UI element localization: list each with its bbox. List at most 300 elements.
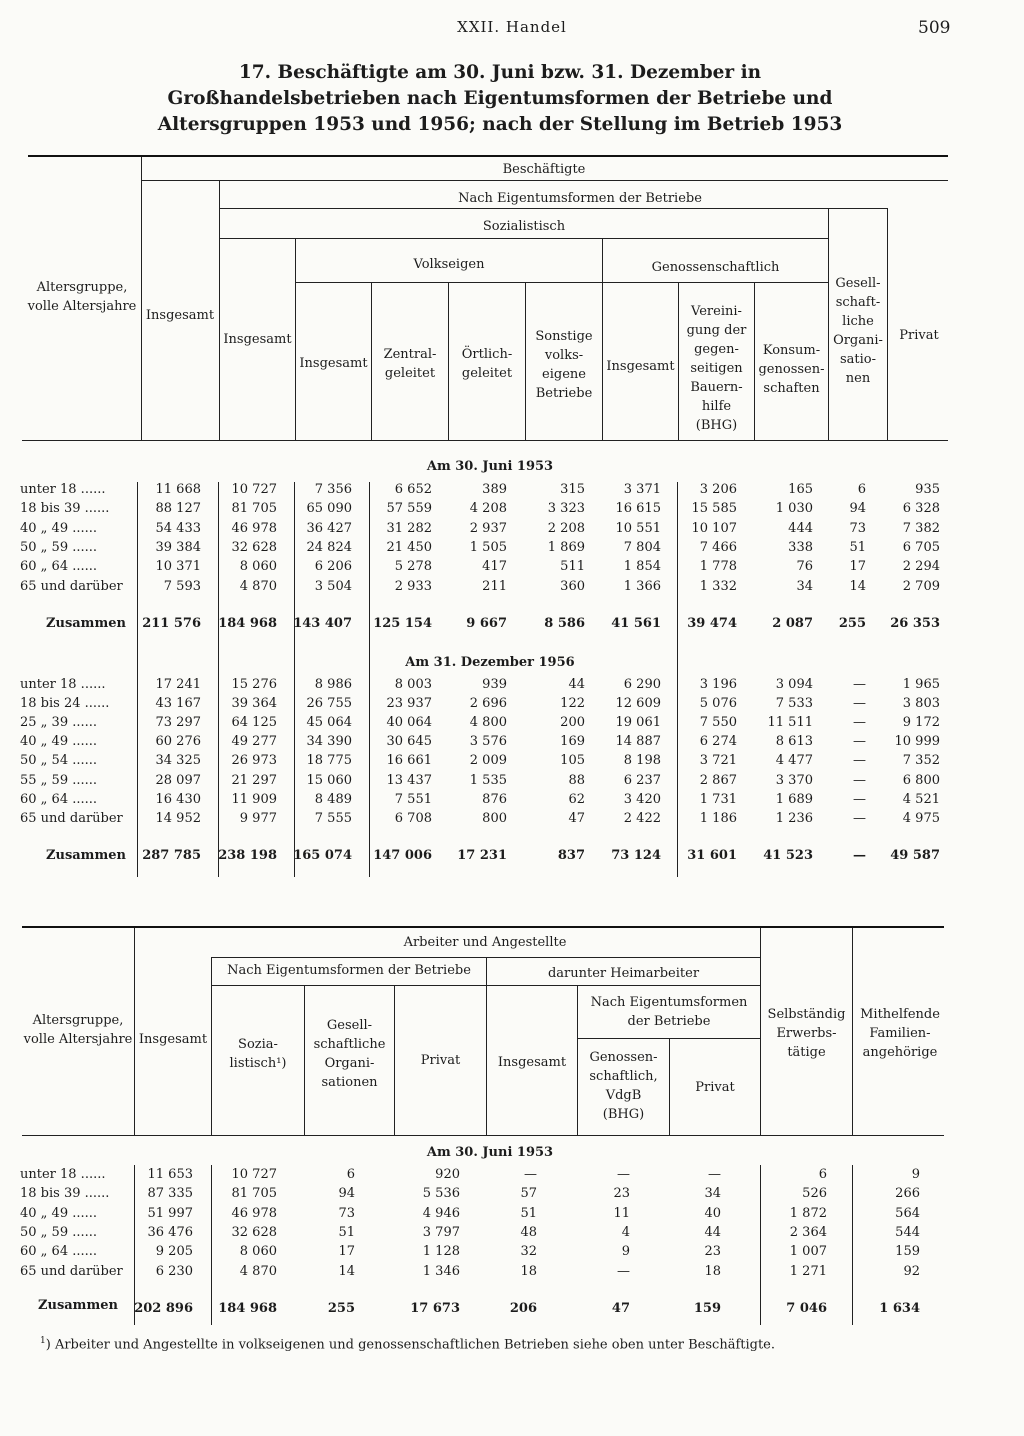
total-cell: 26 353 [890,616,940,631]
table-cell: 47 [568,810,585,826]
table-cell: — [853,772,866,788]
table-cell: 15 585 [691,501,737,517]
total-cell: 2 087 [772,616,813,631]
table-cell: 2 422 [623,810,661,826]
mithelfende-header: Mithelfende Familien- angehörige [860,1007,940,1060]
table-cell: 7 352 [902,753,940,769]
table-cell: 16 661 [386,753,432,769]
table-cell: 81 705 [231,1186,277,1202]
heim-eigentumsformen-header: Nach Eigentumsformen der Betriebe [590,995,748,1029]
table-cell: 48 [520,1224,537,1240]
table-cell: 1 872 [789,1205,827,1221]
table-cell: 40 [704,1205,721,1221]
table-cell: 34 390 [306,734,352,750]
table-cell: 40 064 [386,715,432,731]
section-title: Am 30. Juni 1953 [426,459,554,474]
table-cell: 14 [849,578,866,594]
zentral-header: Zentral- geleitet [383,347,437,381]
table-cell: — [708,1167,721,1182]
table-cell: — [617,1263,630,1279]
table-cell: — [853,734,866,750]
section-title: Am 31. Dezember 1956 [405,655,575,670]
table-cell: 6 274 [699,734,737,750]
table-cell: 16 430 [155,791,201,807]
row-label: unter 18 ...... [20,1167,106,1182]
table-cell: 6 206 [314,559,352,575]
eigentumsformen-header: Nach Eigentumsformen der Betriebe [227,963,471,978]
table-cell: 21 297 [231,772,277,788]
table-cell: 6 290 [623,677,661,692]
table-cell: 3 504 [314,578,352,594]
table-cell: 36 476 [147,1224,193,1240]
table-cell: 18 [520,1263,537,1279]
total-label: Zusammen [46,616,126,631]
age-group-header: Altersgruppe, volle Altersjahre [27,280,137,314]
table-cell: 6 800 [902,772,940,788]
rule [296,282,828,283]
total-label: Zusammen [46,848,126,863]
table-cell: 122 [560,696,585,712]
rule [887,208,888,440]
rule [220,208,888,209]
row-label: 18 bis 39 ...... [20,501,110,517]
table-cell: 18 775 [306,753,352,769]
table-cell: 76 [796,559,813,575]
table-cell: 94 [338,1186,355,1202]
table-cell: 51 [338,1224,355,1240]
row-label: 40 „ 49 ...... [20,520,98,536]
total-cell: 41 561 [611,616,661,631]
table-cell: 6 328 [902,501,940,517]
table-cell: 7 356 [314,482,352,497]
row-label: 25 „ 39 ...... [20,715,98,731]
table-cell: 159 [895,1244,920,1260]
heimarbeiter-header: darunter Heimarbeiter [547,966,700,981]
table-cell: 3 420 [623,791,661,807]
table-cell: 9 [911,1167,920,1182]
table-cell: 34 325 [155,753,201,769]
table-cell: 51 [520,1205,537,1221]
table-cell: 24 824 [306,539,352,555]
table-cell: 92 [903,1263,920,1279]
table-cell: 7 550 [699,715,737,731]
footnote-text: ) Arbeiter und Angestellte in volkseigenen und genossenschaftlichen Betrieben siehe oben unter Beschäftigte. [45,1337,776,1353]
table-cell: 9 205 [155,1244,193,1260]
table-cell: 34 [704,1186,721,1202]
privat-header: Privat [420,1053,461,1068]
table-cell: 13 437 [386,772,432,788]
table-cell: 1 869 [547,539,585,555]
table-cell: 6 652 [394,482,432,497]
total-cell: 159 [693,1301,721,1316]
table-cell: 4 208 [469,501,507,517]
table-cell: 1 236 [775,810,813,826]
table-cell: — [853,810,866,826]
table-cell: 3 371 [623,482,661,497]
table-cell: 9 [621,1244,630,1260]
table-cell: 2 009 [469,753,507,769]
table-title: 17. Beschäftigte am 30. Juni bzw. 31. Dezember in Großhandelsbetrieben nach Eigentumsformen der Betriebe und Altersgruppen 1953 und 1956; nach der Stellung im Betrieb 1953 [157,62,843,135]
row-label: 65 und darüber [20,810,123,826]
table-cell: 8 489 [314,791,352,807]
table-cell: 64 125 [231,715,277,731]
total-cell: 125 154 [373,616,432,631]
rule [219,181,220,440]
table-cell: 2 208 [547,520,585,536]
table-cell: 4 946 [422,1205,460,1221]
table-cell: 65 090 [306,501,352,517]
table-cell: 32 628 [231,1224,277,1240]
total-cell: 255 [327,1301,355,1316]
total-cell: 202 896 [134,1301,193,1316]
total-cell: 1 634 [879,1301,920,1316]
table-cell: 18 [704,1263,721,1279]
row-label: 40 „ 49 ...... [20,734,98,750]
table-cell: 7 466 [699,539,737,555]
table-cell: 51 [849,539,866,555]
table-cell: 169 [560,734,585,750]
total-cell: 47 [611,1301,630,1316]
table-cell: 28 097 [155,772,201,788]
table-cell: 94 [849,501,866,517]
table-cell: 30 645 [386,734,432,750]
table-cell: 87 335 [147,1186,193,1202]
table-cell: 10 999 [894,734,940,750]
total-cell: 184 968 [218,1301,277,1316]
table-cell: 3 323 [547,501,585,517]
footnote [40,1336,775,1352]
rule [486,957,487,1135]
age-group-header: Altersgruppe, volle Altersjahre [23,1013,133,1047]
table-cell: 32 [520,1244,537,1260]
table-cell: 7 533 [775,696,813,712]
row-label: 50 „ 59 ...... [20,539,98,555]
table-cell: 8 003 [394,677,432,692]
table-cell: 21 450 [386,539,432,555]
volkseigen-insgesamt-header: Insgesamt [299,356,368,371]
table-cell: 1 854 [623,559,661,575]
total-cell: 17 673 [410,1301,460,1316]
running-header: XXII. Handel [457,18,567,36]
table-cell: 1 778 [699,559,737,575]
arbeiter-header: Arbeiter und Angestellte [403,935,567,950]
table-cell: 266 [895,1186,920,1202]
table-cell: 8 060 [239,1244,277,1260]
table-cell: 5 076 [699,696,737,712]
table-cell: 564 [895,1205,920,1221]
bhg-header: Vereini- gung der gegen- seitigen Bauern- hilfe (BHG) [686,304,747,433]
row-label: 65 und darüber [20,1263,123,1279]
table-cell: 5 536 [422,1186,460,1202]
table-cell: 6 [346,1167,355,1182]
total-label: Zusammen [38,1298,118,1313]
table-cell: 57 [520,1186,537,1202]
genoss-insgesamt-header: Insgesamt [606,359,675,374]
table-cell: — [853,677,866,692]
beschaeftigte-header: Beschäftigte [502,162,586,177]
table-cell: 417 [482,559,507,575]
genossenschaftlich-header: Genossenschaftlich [651,260,780,275]
table-cell: 7 593 [163,578,201,594]
rule [22,440,948,441]
konsum-header: Konsum- genossen- schaften [758,343,825,396]
table-cell: 211 [482,578,507,594]
table-cell: — [617,1167,630,1182]
table-cell: 1 505 [469,539,507,555]
table-cell: 43 167 [155,696,201,712]
volkseigen-header: Volkseigen [413,257,485,272]
table-cell: 23 [613,1186,630,1202]
table-cell: 3 196 [699,677,737,692]
sozialistisch-header: Sozialistisch [482,219,566,234]
rule [141,157,142,440]
table-cell: 2 696 [469,696,507,712]
table-cell: 6 230 [155,1263,193,1279]
table-cell: 1 332 [699,578,737,594]
table-cell: 2 709 [902,578,940,594]
table-cell: 49 277 [231,734,277,750]
total-cell: 147 006 [373,848,432,863]
table-cell: 315 [560,482,585,497]
table-cell: 23 937 [386,696,432,712]
row-label: 60 „ 64 ...... [20,559,98,575]
page-number: 509 [918,18,951,38]
table-cell: 60 276 [155,734,201,750]
table-cell: 11 668 [155,482,201,497]
rule [22,926,944,928]
table-cell: 2 867 [699,772,737,788]
table-cell: 73 [849,520,866,536]
insgesamt-header: Insgesamt [138,1032,208,1047]
total-cell: 287 785 [142,848,201,863]
table-cell: 4 975 [902,810,940,826]
eigentumsformen-header: Nach Eigentumsformen der Betriebe [458,191,702,206]
table-cell: 16 615 [615,501,661,517]
table-cell: 360 [560,578,585,594]
table-cell: — [853,791,866,807]
table-cell: 1 128 [422,1244,460,1260]
table-cell: — [853,715,866,731]
total-cell: 238 198 [218,848,277,863]
table-cell: — [853,696,866,712]
total-cell: 211 576 [142,616,201,631]
genossenschaftlich-header: Genossen- schaftlich, VdgB (BHG) [589,1050,658,1122]
gesellschaftliche-header: Gesell- schaft- liche Organi- satio- nen [833,276,883,386]
table-cell: 3 370 [775,772,813,788]
row-label: 40 „ 49 ...... [20,1205,98,1221]
table-cell: 14 [338,1263,355,1279]
row-label: 50 „ 59 ...... [20,1224,98,1240]
table-cell: 1 186 [699,810,737,826]
row-label: 60 „ 64 ...... [20,1244,98,1260]
table-cell: 81 705 [231,501,277,517]
table-cell: 511 [560,559,585,575]
table-cell: 7 551 [394,791,432,807]
row-label: 65 und darüber [20,578,123,594]
table-cell: 935 [915,482,940,497]
heim-privat-header: Privat [695,1080,735,1095]
table-cell: 4 521 [902,791,940,807]
table-cell: 6 708 [394,810,432,826]
table-cell: 45 064 [306,715,352,731]
row-label: 18 bis 24 ...... [20,696,110,712]
rule [28,155,948,157]
table-cell: 44 [704,1224,721,1240]
table-cell: 15 276 [231,677,277,692]
table-cell: 88 [568,772,585,788]
table-cell: 1 030 [775,501,813,517]
table-cell: 6 705 [902,539,940,555]
sozialistisch-header: Sozia- listisch¹) [229,1037,287,1071]
total-cell: 17 231 [457,848,507,863]
table-cell: 32 628 [231,539,277,555]
table-cell: 46 978 [231,1205,277,1221]
table-cell: 11 [613,1205,630,1221]
total-cell: 73 124 [611,848,661,863]
section-title: Am 30. Juni 1953 [426,1145,554,1160]
table-cell: 10 371 [155,559,201,575]
row-label: 18 bis 39 ...... [20,1186,110,1202]
table-cell: — [853,753,866,769]
total-cell: 255 [838,616,866,631]
table-cell: 200 [560,715,585,731]
table-cell: 3 206 [699,482,737,497]
insgesamt-header: Insgesamt [145,308,215,323]
table-cell: 7 382 [902,520,940,536]
table-cell: 9 172 [902,715,940,731]
footnote-marker: 1 [40,1336,46,1346]
table-cell: 34 [796,578,813,594]
total-cell: 206 [509,1301,537,1316]
table-cell: 444 [788,520,813,536]
total-cell: 837 [557,848,585,863]
table-cell: 800 [482,810,507,826]
table-cell: 8 613 [775,734,813,750]
table-cell: 17 241 [155,677,201,692]
total-cell: 165 074 [293,848,352,863]
table-cell: 4 800 [469,715,507,731]
sozialistisch-insgesamt-header: Insgesamt [223,332,292,347]
table-cell: — [524,1167,537,1182]
table-cell: 5 278 [394,559,432,575]
total-cell: 49 587 [890,848,940,863]
table-cell: 14 952 [155,810,201,826]
rule [22,1135,944,1136]
total-cell: 39 474 [687,616,737,631]
table-cell: 19 061 [615,715,661,731]
row-label: 60 „ 64 ...... [20,791,98,807]
table-cell: 1 271 [789,1263,827,1279]
table-cell: 1 535 [469,772,507,788]
table-cell: 26 755 [306,696,352,712]
table-cell: 10 551 [615,520,661,536]
table-cell: 8 986 [314,677,352,692]
table-cell: 2 933 [394,578,432,594]
total-cell: 143 407 [293,616,352,631]
table-cell: 1 731 [699,791,737,807]
total-cell: 9 667 [466,616,507,631]
oertlich-header: Örtlich- geleitet [461,347,513,381]
table-cell: 46 978 [231,520,277,536]
table-cell: 11 909 [231,791,277,807]
rule [142,180,948,181]
total-cell: 7 046 [786,1301,827,1316]
table-cell: 9 977 [239,810,277,826]
table-cell: 17 [338,1244,355,1260]
table-cell: 26 973 [231,753,277,769]
table-cell: 73 [338,1205,355,1221]
heim-insgesamt-header: Insgesamt [497,1055,567,1070]
total-cell: 41 523 [763,848,813,863]
table-cell: 1 366 [623,578,661,594]
table-cell: 4 477 [775,753,813,769]
table-cell: 105 [560,753,585,769]
table-cell: 7 555 [314,810,352,826]
table-cell: 62 [568,791,585,807]
table-cell: 8 060 [239,559,277,575]
table-cell: 54 433 [155,520,201,536]
table-cell: 14 887 [615,734,661,750]
table-cell: 7 804 [623,539,661,555]
table-cell: 10 107 [691,520,737,536]
table-cell: 165 [788,482,813,497]
table-cell: 88 127 [155,501,201,517]
table-cell: 8 198 [623,753,661,769]
table-cell: 12 609 [615,696,661,712]
table-cell: 2 364 [789,1224,827,1240]
row-label: unter 18 ...... [20,482,106,497]
table-cell: 1 689 [775,791,813,807]
table-cell: 23 [704,1244,721,1260]
table-cell: 1 346 [422,1263,460,1279]
table-cell: 3 797 [422,1224,460,1240]
total-cell: — [853,848,866,863]
total-cell: 31 601 [687,848,737,863]
table-cell: 73 297 [155,715,201,731]
table-cell: 920 [435,1167,460,1182]
total-cell: 8 586 [544,616,585,631]
total-cell: 184 968 [218,616,277,631]
table-cell: 11 511 [767,715,813,731]
table-cell: 6 237 [623,772,661,788]
table-cell: 876 [482,791,507,807]
table-cell: 36 427 [306,520,352,536]
sonstige-header: Sonstige volks- eigene Betriebe [535,329,593,401]
table-cell: 17 [849,559,866,575]
table-cell: 57 559 [386,501,432,517]
table-cell: 51 997 [147,1205,193,1221]
selbstaendig-header: Selbständig Erwerbs- tätige [767,1007,846,1060]
table-cell: 6 [818,1167,827,1182]
table-cell: 2 294 [902,559,940,575]
table-cell: 1 965 [902,677,940,692]
table-cell: 526 [802,1186,827,1202]
table-cell: 4 870 [239,578,277,594]
table-cell: 544 [895,1224,920,1240]
table-cell: 1 007 [789,1244,827,1260]
table-cell: 10 727 [231,1167,277,1182]
rule [220,238,828,239]
table-cell: 4 870 [239,1263,277,1279]
table-cell: 338 [788,539,813,555]
privat-header: Privat [899,328,939,343]
table-cell: 3 576 [469,734,507,750]
row-label: 50 „ 54 ...... [20,753,98,769]
table-cell: 10 727 [231,482,277,497]
table-cell: 6 [857,482,866,497]
table-cell: 939 [482,677,507,692]
table-cell: 15 060 [306,772,352,788]
